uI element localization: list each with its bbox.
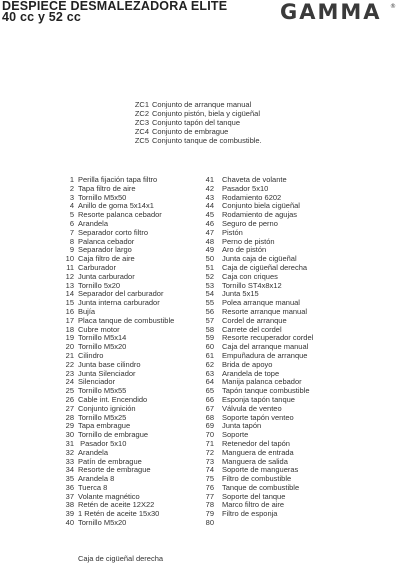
part-name: Pasador 5x10 xyxy=(222,183,269,193)
part-number: 24 xyxy=(65,377,74,387)
part-number: 77 xyxy=(205,491,214,501)
assembly-name: Conjunto tapón del tanque xyxy=(152,118,240,127)
part-number: 73 xyxy=(205,456,214,466)
part-number: 72 xyxy=(205,447,214,457)
part-number: 32 xyxy=(65,447,74,457)
part-name: Pasador 5x10 xyxy=(78,438,127,448)
part-number: 30 xyxy=(65,430,74,440)
part-name: Esponja tapón tanque xyxy=(222,394,295,404)
part-number: 49 xyxy=(205,245,214,255)
part-name: Tapa filtro de aire xyxy=(78,183,136,193)
part-name: Tapa embrague xyxy=(78,421,131,431)
part-name: Tornillo M5x14 xyxy=(78,333,127,343)
part-name: Manguera de salida xyxy=(222,456,288,466)
parts-list-continuation: Caja de cigüeñal derecha xyxy=(78,554,164,563)
assembly-code: ZC3 xyxy=(134,118,149,127)
part-number: 60 xyxy=(205,342,214,352)
part-number: 12 xyxy=(65,271,74,281)
part-number: 31 xyxy=(65,438,74,448)
part-number: 78 xyxy=(205,500,214,510)
part-number: 39 xyxy=(65,509,74,519)
part-number: 45 xyxy=(205,210,214,220)
part-name: Resorte palanca cebador xyxy=(78,210,162,220)
part-name: Carrete del cordel xyxy=(222,324,282,334)
part-name: Junta tapón xyxy=(222,421,262,431)
part-name: Resorte arranque manual xyxy=(222,306,308,316)
assembly-item xyxy=(128,118,262,127)
part-number: 75 xyxy=(205,474,214,484)
part-number: 22 xyxy=(65,359,74,369)
part-number: 41 xyxy=(205,175,214,184)
part-name: Anillo de goma 5x14x1 xyxy=(78,201,154,211)
part-name: Chaveta de volante xyxy=(222,175,287,184)
part-name: Tornillo 5x20 xyxy=(78,280,121,290)
part-name: Soporte de mangueras xyxy=(222,465,299,475)
assembly-item xyxy=(128,100,262,109)
part-name: Tornillo M5x50 xyxy=(78,192,127,202)
part-number: 56 xyxy=(205,306,214,316)
part-name: Manguera de entrada xyxy=(222,447,294,457)
part-number: 15 xyxy=(65,298,74,308)
part-name: Palanca cebador xyxy=(78,236,135,246)
part-number: 57 xyxy=(205,315,214,325)
part-number: 6 xyxy=(69,218,74,228)
part-name: Arandela xyxy=(78,447,109,457)
part-number: 36 xyxy=(65,482,74,492)
part-number: 20 xyxy=(65,342,74,352)
assembly-name: Conjunto pistón, biela y cigüeñal xyxy=(152,109,260,118)
part-name: Resorte recuperador cordel xyxy=(222,333,314,343)
part-number: 53 xyxy=(205,280,214,290)
part-name: Retenedor del tapón xyxy=(222,438,290,448)
part-number: 40 xyxy=(65,518,74,528)
part-number: 54 xyxy=(205,289,214,299)
page-header xyxy=(0,0,400,24)
part-name: Filtro de combustible xyxy=(222,474,292,484)
part-name: Tornillo M5x20 xyxy=(78,518,127,528)
part-name: Junta 5x15 xyxy=(222,289,259,299)
part-name: Tornillo de embrague xyxy=(78,430,149,440)
part-name: Carburador xyxy=(78,262,116,272)
part-number: 17 xyxy=(65,315,74,325)
part-name: Junta interna carburador xyxy=(78,298,160,308)
part-name: Separador corto filtro xyxy=(78,227,149,237)
part-name: Tornillo ST4x8x12 xyxy=(222,280,282,290)
part-number: 29 xyxy=(65,421,74,431)
part-number: 47 xyxy=(205,227,214,237)
part-number: 9 xyxy=(69,245,74,255)
part-number: 4 xyxy=(69,201,74,211)
part-name: Junta caja de cigüeñal xyxy=(222,254,297,264)
part-name: Junta Silenciador xyxy=(78,368,136,378)
part-number: 11 xyxy=(66,262,74,272)
assembly-item xyxy=(128,136,262,145)
part-number: 61 xyxy=(205,350,214,360)
part-name: Soporte del tanque xyxy=(222,491,286,501)
gamma-logo xyxy=(280,1,396,21)
part-name: Filtro de esponja xyxy=(222,509,278,519)
part-name: Rodamiento de agujas xyxy=(222,210,298,220)
part-number: 58 xyxy=(205,324,214,334)
part-name: Perilla fijación tapa filtro xyxy=(78,175,158,184)
registered-mark: ® xyxy=(390,3,396,10)
assembly-name: Conjunto tanque de combustible. xyxy=(152,136,262,145)
part-name: Polea arranque manual xyxy=(222,298,300,308)
part-number: 80 xyxy=(205,518,214,528)
part-number: 59 xyxy=(205,333,214,343)
part-number: 16 xyxy=(65,306,74,316)
part-number: 70 xyxy=(205,430,214,440)
part-name: Junta base cilindro xyxy=(78,359,141,369)
assembly-code: ZC5 xyxy=(134,136,149,145)
part-number: 50 xyxy=(205,254,214,264)
assembly-code: ZC1 xyxy=(134,100,149,109)
part-name: Cable int. Encendido xyxy=(78,394,148,404)
part-number: 33 xyxy=(65,456,74,466)
part-number: 63 xyxy=(205,368,214,378)
part-number: 38 xyxy=(65,500,74,510)
part-number: 44 xyxy=(205,201,214,211)
part-number: 13 xyxy=(65,280,74,290)
part-name: Tornillo M5x25 xyxy=(78,412,127,422)
part-number: 66 xyxy=(205,394,214,404)
assembly-list xyxy=(128,100,262,145)
part-name: Arandela xyxy=(78,218,109,228)
part-number: 67 xyxy=(205,403,214,413)
part-name: Cubre motor xyxy=(78,324,120,334)
part-name: Cordel de arranque xyxy=(222,315,287,325)
part-name: Junta carburador xyxy=(78,271,135,281)
assembly-code: ZC4 xyxy=(134,127,149,136)
part-name: Tornillo M5x20 xyxy=(78,342,127,352)
part-name: Cilindro xyxy=(78,350,104,360)
part-number: 14 xyxy=(65,289,74,299)
part-number: 26 xyxy=(65,394,74,404)
assembly-name: Conjunto de embrague xyxy=(152,127,229,136)
part-name: Empuñadura de arranque xyxy=(222,350,308,360)
part-name: Manija palanca cebador xyxy=(222,377,302,387)
part-name: Perno de pistón xyxy=(222,236,275,246)
part-number: 2 xyxy=(69,183,74,193)
part-name: Bujía xyxy=(78,306,96,316)
part-name: Arandela 8 xyxy=(78,474,115,484)
part-name: Tornillo M5x55 xyxy=(78,386,127,396)
part-name: Silenciador xyxy=(78,377,116,387)
part-name: Patín de embrague xyxy=(78,456,142,466)
part-name: 1 Retén de aceite 15x30 xyxy=(78,509,160,519)
part-item xyxy=(204,519,394,528)
part-name: Arandela de tope xyxy=(222,368,280,378)
part-name: Separador largo xyxy=(78,245,132,255)
part-name: Volante magnético xyxy=(78,491,140,501)
part-name: Marco filtro de aire xyxy=(222,500,285,510)
part-number: 25 xyxy=(65,386,74,396)
part-number: 46 xyxy=(205,218,214,228)
part-number: 18 xyxy=(65,324,74,334)
part-number: 3 xyxy=(69,192,74,202)
part-name: Tanque de combustible xyxy=(222,482,300,492)
part-number: 27 xyxy=(65,403,74,413)
part-number: 62 xyxy=(205,359,214,369)
assembly-code: ZC2 xyxy=(134,109,149,118)
part-number: 1 xyxy=(69,175,74,184)
part-name: Tapón tanque combustible xyxy=(222,386,310,396)
part-number: 23 xyxy=(65,368,74,378)
part-name: Aro de pistón xyxy=(222,245,267,255)
part-number: 68 xyxy=(205,412,214,422)
part-number: 69 xyxy=(205,421,214,431)
part-name: Placa tanque de combustible xyxy=(78,315,175,325)
part-number: 74 xyxy=(205,465,214,475)
assembly-item xyxy=(128,109,262,118)
part-name: Resorte de embrague xyxy=(78,465,151,475)
part-name: Conjunto ignición xyxy=(78,403,136,413)
part-number: 71 xyxy=(205,438,214,448)
part-number: 28 xyxy=(65,412,74,422)
part-name: Caja del arranque manual xyxy=(222,342,309,352)
part-number: 34 xyxy=(65,465,74,475)
part-number: 52 xyxy=(205,271,214,281)
part-name: Caja de cigüeñal derecha xyxy=(222,262,308,272)
assembly-name: Conjunto de arranque manual xyxy=(152,100,252,109)
parts-list-left xyxy=(62,176,210,528)
part-name: Tuerca 8 xyxy=(78,482,108,492)
part-number: 65 xyxy=(205,386,214,396)
page-subtitle: 40 cc y 52 cc xyxy=(2,10,82,24)
part-number: 76 xyxy=(205,482,214,492)
part-name: Caja con criques xyxy=(222,271,278,281)
part-name: Rodamiento 6202 xyxy=(222,192,282,202)
part-name: Soporte tapón venteo xyxy=(222,412,294,422)
assembly-item xyxy=(128,127,262,136)
part-number: 19 xyxy=(65,333,74,343)
part-name: Pistón xyxy=(222,227,243,237)
part-item xyxy=(204,510,394,519)
part-name: Seguro de perno xyxy=(222,218,278,228)
part-name: Válvula de venteo xyxy=(222,403,282,413)
part-number: 51 xyxy=(205,262,214,272)
part-name: Conjunto biela cigüeñal xyxy=(222,201,300,211)
part-number: 48 xyxy=(205,236,214,246)
part-number: 35 xyxy=(65,474,74,484)
gamma-logo-text: GAMMA xyxy=(280,1,382,21)
part-name: Brida de apoyo xyxy=(222,359,273,369)
part-number: 55 xyxy=(205,298,214,308)
part-number: 8 xyxy=(69,236,74,246)
part-number: 21 xyxy=(65,350,74,360)
part-name: Retén de aceite 12X22 xyxy=(78,500,155,510)
part-number: 7 xyxy=(69,227,74,237)
part-number: 43 xyxy=(205,192,214,202)
part-name: Soporte xyxy=(222,430,249,440)
part-number: 42 xyxy=(205,183,214,193)
part-item xyxy=(62,519,210,528)
part-name: Caja filtro de aire xyxy=(78,254,135,264)
part-number: 79 xyxy=(205,509,214,519)
part-number: 64 xyxy=(205,377,214,387)
parts-list-right xyxy=(204,176,394,528)
part-name: Separador del carburador xyxy=(78,289,164,299)
part-number: 37 xyxy=(65,491,74,501)
part-number: 5 xyxy=(69,210,74,220)
page-title: DESPIECE DESMALEZADORA ELITE xyxy=(2,0,228,13)
part-number: 10 xyxy=(65,254,74,264)
